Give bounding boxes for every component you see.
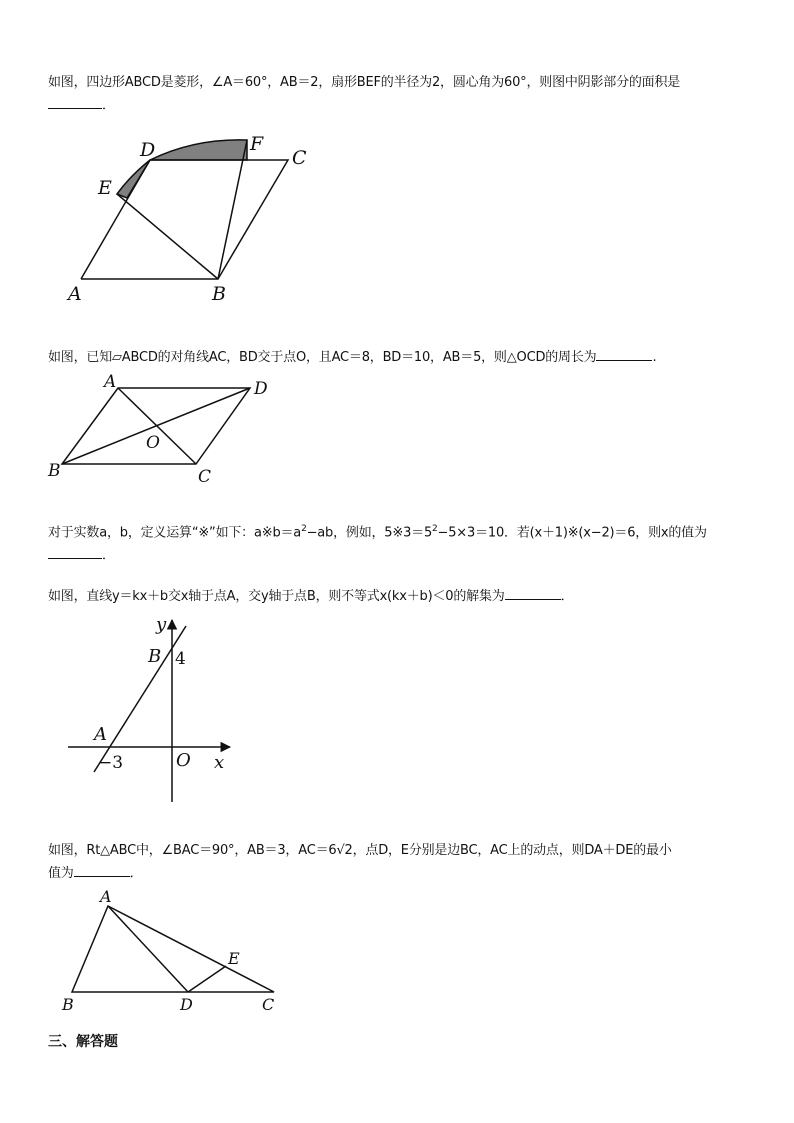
answer-blank-3[interactable] <box>48 544 102 559</box>
label-y-tick-4: 4 <box>175 649 186 669</box>
label-c: C <box>292 147 307 169</box>
label-f: F <box>250 133 264 155</box>
question-2-text <box>48 346 748 369</box>
label-a: A <box>68 283 82 305</box>
superscript-square-a: 2 <box>301 524 307 534</box>
segment-ad <box>108 906 188 992</box>
label-c: C <box>262 995 275 1014</box>
sector-radius-bf <box>218 140 247 279</box>
question-3-end: ． <box>102 548 115 564</box>
superscript-square-b: 2 <box>432 524 438 534</box>
rhombus-edges <box>81 160 288 279</box>
question-1-end: ． <box>102 98 115 113</box>
question-5-stem-a: 如图，Rt△ABC中，∠BAC＝90°，AB＝3，AC＝6√2，点D，E分别是边BC，AC上的动点，则DA＋DE的最小 <box>48 843 672 858</box>
label-c: C <box>198 467 212 486</box>
answer-blank-2[interactable] <box>596 346 652 361</box>
figure-rhombus-sector <box>60 128 330 308</box>
question-4-end: ． <box>560 589 574 604</box>
label-e: E <box>228 949 240 968</box>
label-x: x <box>214 752 225 773</box>
figure-parallelogram <box>44 374 280 486</box>
section-heading-answers: 三、解答题 <box>48 1034 118 1050</box>
question-4-stem: 如图，直线y＝kx＋b交x轴于点A，交y轴于点B，则不等式x(kx＋b)＜0的解集为 <box>48 589 505 604</box>
question-3-text <box>48 518 748 567</box>
label-x-tick-neg3: −3 <box>98 753 124 773</box>
question-1-stem: 如图，四边形ABCD是菱形，∠A＝60°，AB＝2，扇形BEF的半径为2，圆心角为60°，则图中阴影部分的面积是 <box>48 75 681 90</box>
sector-radius-be <box>117 194 218 279</box>
question-2-stem: 如图，已知▱ABCD的对角线AC，BD交于点O，且AC＝8，BD＝10，AB＝5，则△OCD的周长为 <box>48 350 597 365</box>
label-b: B <box>148 646 162 667</box>
answer-blank-1[interactable] <box>48 94 102 109</box>
question-1-text <box>48 72 748 117</box>
label-d: D <box>140 139 156 161</box>
answer-blank-5[interactable] <box>74 862 130 877</box>
figure-linear-graph <box>60 612 240 806</box>
label-b: B <box>212 283 226 305</box>
label-d: D <box>180 995 193 1014</box>
question-5-text <box>48 840 748 885</box>
label-b: B <box>48 461 61 481</box>
triangle-abc <box>72 906 274 992</box>
label-o: O <box>176 750 191 771</box>
question-3-stem-b: −ab，例如，5※3＝5 <box>306 525 433 541</box>
question-2-end: . <box>652 350 657 365</box>
label-d: D <box>254 379 268 399</box>
figure-right-triangle <box>54 886 290 1016</box>
question-5-stem-b: 值为 <box>48 866 74 881</box>
label-e: E <box>98 177 112 199</box>
shaded-region-left <box>117 160 150 198</box>
label-a: A <box>104 374 117 392</box>
shaded-region-right <box>150 140 247 160</box>
question-5-end: ． <box>129 866 143 881</box>
label-b: B <box>62 995 74 1014</box>
label-a: A <box>100 887 112 906</box>
question-3-stem-a: 对于实数a，b，定义运算“※”如下：a※b＝a <box>48 525 302 541</box>
question-4-text <box>48 585 748 608</box>
question-3-stem-c: −5×3＝10．若(x＋1)※(x−2)＝6，则x的值为 <box>437 525 707 541</box>
label-o: O <box>146 433 160 453</box>
label-y: y <box>156 614 167 635</box>
segment-de <box>188 966 226 992</box>
answer-blank-4[interactable] <box>505 585 561 600</box>
label-a: A <box>94 724 107 745</box>
